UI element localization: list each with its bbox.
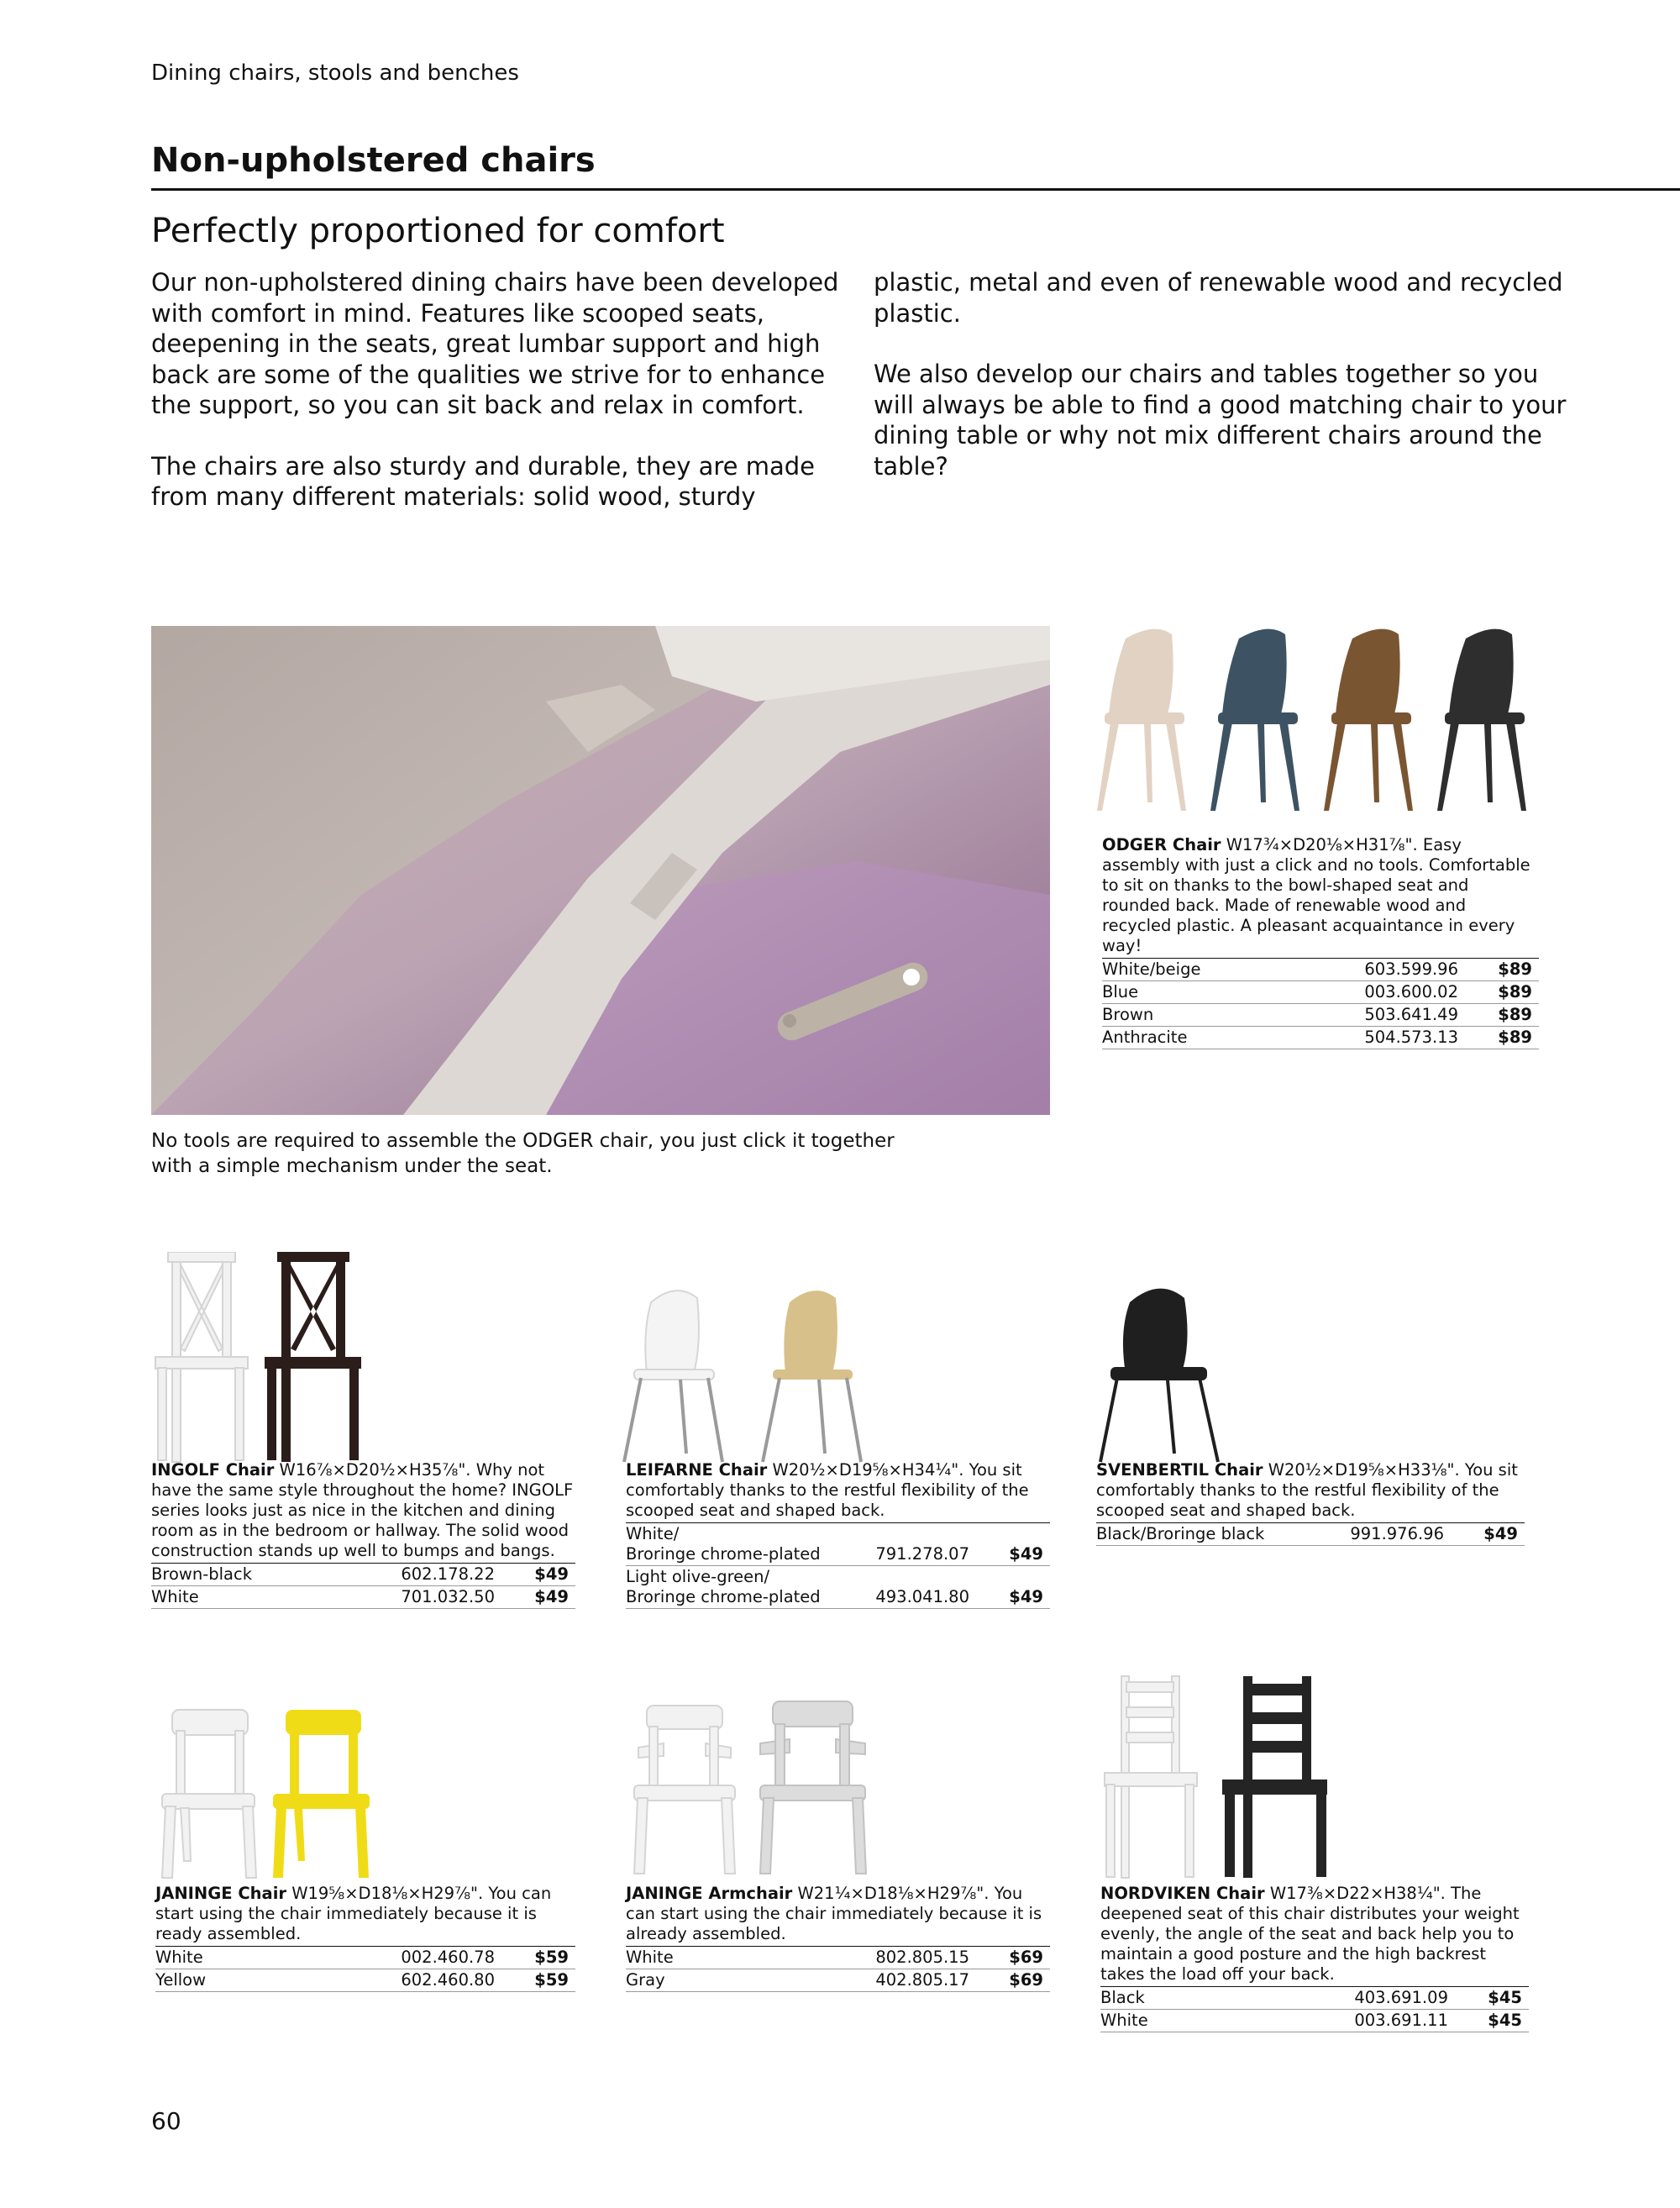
variant-table <box>1102 958 1539 1049</box>
product-nordviken <box>1100 1884 1529 2032</box>
intro-column-1 <box>151 267 848 543</box>
price: $45 <box>1472 2010 1529 2032</box>
table-row <box>151 1586 575 1609</box>
svenbertil-chair-image <box>1092 1281 1243 1466</box>
variant-color: White <box>155 1947 265 1969</box>
product-name: INGOLF Chair <box>151 1460 275 1480</box>
variant-color: White <box>626 1947 732 1969</box>
price: $69 <box>993 1947 1050 1969</box>
table-row <box>155 1969 575 1992</box>
table-row <box>151 1564 575 1586</box>
price: $45 <box>1472 1987 1529 2010</box>
odger-mechanism-photo <box>151 626 1050 1115</box>
article-number: 504.573.13 <box>1275 1027 1482 1049</box>
variant-color: White <box>1100 2010 1208 2032</box>
janinge-chairs-image <box>155 1706 382 1882</box>
product-text: W16⅞×D20½×H35⅞". Why not have the same style throughout the home? INGOLF series looks just as nice in the kitchen and dining room as in the bedroom or hallway. The solid wood construction stands up well to bumps and bangs. <box>151 1460 574 1560</box>
article-number: 003.691.11 <box>1208 2010 1472 2032</box>
price: $49 <box>993 1523 1050 1566</box>
page-subtitle: Perfectly proportioned for comfort <box>151 212 725 250</box>
article-number: 503.641.49 <box>1275 1004 1482 1027</box>
article-number: 403.691.09 <box>1208 1987 1472 2010</box>
product-name: JANINGE Armchair <box>626 1884 793 1903</box>
leifarne-chairs-image <box>617 1281 895 1466</box>
table-row <box>1102 1004 1539 1027</box>
variant-table <box>626 1522 1050 1609</box>
table-row <box>1102 959 1539 981</box>
product-description <box>151 1460 575 1561</box>
product-janinge-armchair <box>626 1884 1050 1992</box>
price: $89 <box>1482 959 1539 981</box>
price: $59 <box>518 1969 575 1992</box>
article-number: 402.805.17 <box>732 1969 993 1992</box>
variant-color: Yellow <box>155 1969 265 1992</box>
product-janinge-chair <box>155 1884 575 1992</box>
product-text: W17¾×D20⅛×H31⅞". Easy assembly with just a click and no tools. Comfortable to sit on thanks to the bowl-shaped seat and rounded back. Made of renewable wood and recycled plastic. A pleasant acquaintance in every way! <box>1102 835 1530 955</box>
variant-color: White/ Broringe chrome-plated <box>626 1523 855 1566</box>
product-text: W20½×D19⅝×H33⅛". You sit comfortably thanks to the restful flexibility of the scooped seat and shaped back. <box>1096 1460 1518 1520</box>
article-number: 003.600.02 <box>1275 981 1482 1004</box>
intro-column-2 <box>874 267 1571 512</box>
product-name: LEIFARNE Chair <box>626 1460 768 1480</box>
product-name: ODGER Chair <box>1102 835 1221 854</box>
intro-paragraph: Our non-upholstered dining chairs have been developed with comfort in mind. Features like scooped seats, deepening in the seats, great lumbar support and high back are some of the qualities we strive for to enhance the support, so you can sit back and relax in comfort. <box>151 268 839 419</box>
intro-paragraph: plastic, metal and even of renewable wood and recycled plastic. <box>874 268 1563 328</box>
variant-color: Blue <box>1102 981 1275 1004</box>
price: $49 <box>993 1566 1050 1609</box>
variant-color: Black/Broringe black <box>1096 1523 1315 1546</box>
product-description <box>155 1884 575 1944</box>
nordviken-chairs-image <box>1096 1672 1340 1882</box>
product-description <box>1096 1460 1525 1521</box>
price: $89 <box>1482 1027 1539 1049</box>
table-row <box>1100 2010 1529 2032</box>
janinge-armchairs-image <box>626 1697 878 1882</box>
article-number: 602.178.22 <box>321 1564 518 1586</box>
article-number: 701.032.50 <box>321 1586 518 1609</box>
product-svenbertil <box>1096 1460 1525 1546</box>
product-text: W17⅜×D22×H38¼". The deepened seat of this chair distributes your weight evenly, the angle of the seat and back help you to maintain a good posture and the high backrest takes the load off your back. <box>1100 1884 1520 1984</box>
product-name: SVENBERTIL Chair <box>1096 1460 1263 1480</box>
price: $49 <box>518 1564 575 1586</box>
variant-table <box>155 1946 575 1992</box>
article-number: 991.976.96 <box>1315 1523 1467 1546</box>
product-description <box>626 1460 1050 1521</box>
intro-paragraph: The chairs are also sturdy and durable, they are made from many different materials: solid wood, sturdy <box>151 451 815 511</box>
variant-color: White <box>151 1586 321 1609</box>
price: $69 <box>993 1969 1050 1992</box>
price: $89 <box>1482 981 1539 1004</box>
odger-anthracite <box>1437 629 1526 811</box>
table-row <box>1102 1027 1539 1049</box>
product-text: W19⅝×D18⅛×H29⅞". You can start using the chair immediately because it is ready assembled. <box>155 1884 552 1943</box>
title-rule <box>151 188 1680 191</box>
variant-table <box>1100 1986 1529 2032</box>
photo-caption: No tools are required to assemble the ODGER chair, you just click it together with a simple mechanism under the seat. <box>151 1130 895 1177</box>
odger-blue <box>1210 629 1299 811</box>
article-number: 002.460.78 <box>265 1947 518 1969</box>
page-number: 60 <box>151 2107 181 2135</box>
product-description <box>1100 1884 1529 1985</box>
variant-color: Anthracite <box>1102 1027 1275 1049</box>
table-row <box>626 1969 1050 1992</box>
table-row <box>155 1947 575 1969</box>
table-row <box>1102 981 1539 1004</box>
variant-table <box>151 1563 575 1609</box>
section-label: Dining chairs, stools and benches <box>151 60 519 86</box>
variant-color: Gray <box>626 1969 732 1992</box>
product-leifarne <box>626 1460 1050 1609</box>
product-ingolf <box>151 1460 575 1609</box>
product-odger <box>1102 835 1539 1049</box>
product-description <box>1102 835 1539 956</box>
variant-table <box>1096 1522 1525 1546</box>
variant-table <box>626 1946 1050 1992</box>
intro-paragraph: We also develop our chairs and tables together so you will always be able to find a good matching chair to your dining table or why not mix different chairs around the table? <box>874 360 1567 481</box>
table-row <box>626 1566 1050 1609</box>
odger-chairs-image <box>1092 622 1546 823</box>
odger-white-beige <box>1097 629 1186 811</box>
product-text: W21¼×D18⅛×H29⅞". You can start using the chair immediately because it is already assembled. <box>626 1884 1042 1943</box>
price: $49 <box>1467 1523 1525 1546</box>
table-row <box>626 1523 1050 1566</box>
page-title: Non-upholstered chairs <box>151 141 596 180</box>
article-number: 791.278.07 <box>855 1523 993 1566</box>
product-text: W20½×D19⅝×H34¼". You sit comfortably thanks to the restful flexibility of the scooped seat and shaped back. <box>626 1460 1029 1520</box>
ingolf-chairs-image <box>151 1252 378 1470</box>
article-number: 603.599.96 <box>1275 959 1482 981</box>
variant-color: Brown <box>1102 1004 1275 1027</box>
price: $59 <box>518 1947 575 1969</box>
product-name: NORDVIKEN Chair <box>1100 1884 1265 1903</box>
table-row <box>1096 1523 1525 1546</box>
variant-color: White/beige <box>1102 959 1275 981</box>
variant-color: Light olive-green/ Broringe chrome-plated <box>626 1566 855 1609</box>
article-number: 493.041.80 <box>855 1566 993 1609</box>
article-number: 602.460.80 <box>265 1969 518 1992</box>
odger-brown <box>1324 629 1413 811</box>
variant-color: Brown-black <box>151 1564 321 1586</box>
product-name: JANINGE Chair <box>155 1884 287 1903</box>
table-row <box>1100 1987 1529 2010</box>
product-description <box>626 1884 1050 1944</box>
price: $49 <box>518 1586 575 1609</box>
price: $89 <box>1482 1004 1539 1027</box>
article-number: 802.805.15 <box>732 1947 993 1969</box>
table-row <box>626 1947 1050 1969</box>
variant-color: Black <box>1100 1987 1208 2010</box>
